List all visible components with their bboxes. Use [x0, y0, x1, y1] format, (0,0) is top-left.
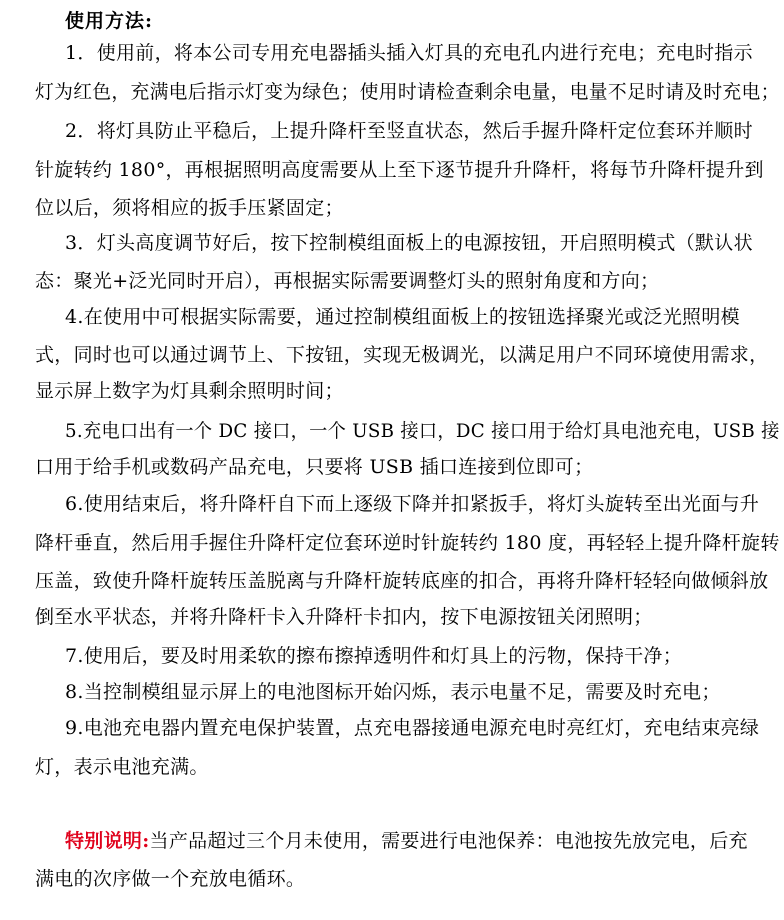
- step-3-line-2: 态：聚光+泛光同时开启），再根据实际需要调整灯头的照射角度和方向；: [35, 270, 660, 292]
- step-4-line-3: 显示屏上数字为灯具剩余照明时间；: [35, 380, 344, 402]
- special-note-line-1: [65, 826, 748, 856]
- step-1-line-1: 1．使用前，将本公司专用充电器插头插入灯具的充电孔内进行充电；充电时指示: [65, 42, 753, 64]
- step-6-line-3: 压盖，致使升降杆旋转压盖脱离与升降杆旋转底座的扣合，再将升降杆轻轻向做倾斜放: [35, 570, 769, 592]
- step-6-line-2: 降杆垂直，然后用手握住升降杆定位套环逆时针旋转约 180 度，再轻轻上提升降杆旋转: [35, 532, 780, 554]
- special-note-text-1: 当产品超过三个月未使用，需要进行电池保养：电池按先放完电，后充: [149, 830, 748, 852]
- step-5-line-2: 口用于给手机或数码产品充电，只要将 USB 插口连接到位即可；: [35, 456, 594, 478]
- usage-heading: 使用方法:: [65, 10, 154, 32]
- step-5-line-1: 5.充电口出有一个 DC 接口，一个 USB 接口，DC 接口用于给灯具电池充电，USB 接: [65, 420, 780, 442]
- special-note-line-2: 满电的次序做一个充放电循环。: [35, 868, 306, 890]
- step-9-line-2: 灯，表示电池充满。: [35, 756, 209, 778]
- step-2-line-2: 针旋转约 180°，再根据照明高度需要从上至下逐节提升升降杆，将每节升降杆提升到: [35, 159, 764, 181]
- step-6-line-1: 6.使用结束后，将升降杆自下而上逐级下降并扣紧扳手，将灯头旋转至出光面与升: [65, 493, 760, 515]
- special-note-label: 特别说明:: [65, 830, 150, 852]
- step-4-line-1: 4.在使用中可根据实际需要，通过控制模组面板上的按钮选择聚光或泛光照明模: [65, 306, 740, 328]
- step-3-line-1: 3．灯头高度调节好后，按下控制模组面板上的电源按钮，开启照明模式（默认状: [65, 232, 753, 254]
- step-8-line-1: 8.当控制模组显示屏上的电池图标开始闪烁，表示电量不足，需要及时充电；: [65, 681, 721, 703]
- step-2-line-1: 2．将灯具防止平稳后，上提升降杆至竖直状态，然后手握升降杆定位套环并顺时: [65, 120, 753, 142]
- step-2-line-3: 位以后，须将相应的扳手压紧固定；: [35, 197, 344, 219]
- step-6-line-4: 倒至水平状态，并将升降杆卡入升降杆卡扣内，按下电源按钮关闭照明；: [35, 606, 653, 628]
- step-7-line-1: 7.使用后，要及时用柔软的擦布擦掉透明件和灯具上的污物，保持干净；: [65, 645, 683, 667]
- step-4-line-2: 式，同时也可以通过调节上、下按钮，实现无极调光，以满足用户不同环境使用需求，: [35, 344, 769, 366]
- step-1-line-2: 灯为红色，充满电后指示灯变为绿色；使用时请检查剩余电量，电量不足时请及时充电；: [35, 81, 780, 103]
- step-9-line-1: 9.电池充电器内置充电保护装置，点充电器接通电源充电时亮红灯，充电结束亮绿: [65, 717, 760, 739]
